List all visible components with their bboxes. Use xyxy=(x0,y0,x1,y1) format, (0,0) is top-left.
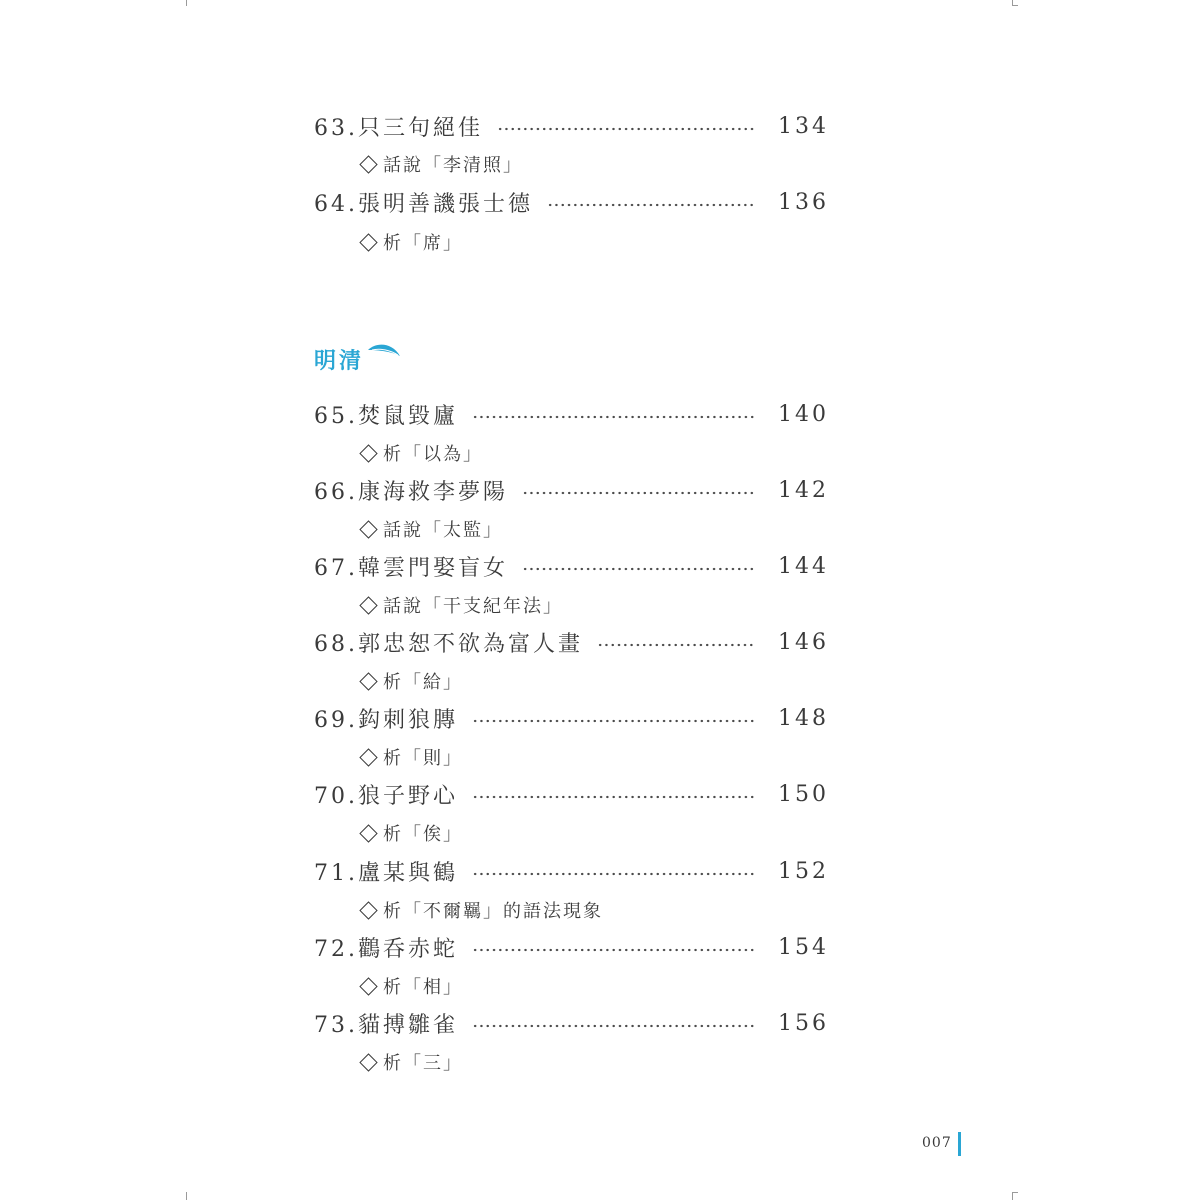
toc-subentry-text: 話說「李清照」 xyxy=(383,155,523,176)
toc-entry[interactable] xyxy=(314,929,829,965)
toc-entry[interactable] xyxy=(314,472,829,508)
dot-leader xyxy=(472,872,756,876)
toc-entry-page: 156 xyxy=(778,1010,829,1036)
dot-leader xyxy=(597,643,756,647)
toc-entry-title: 63.只三句絕佳 xyxy=(314,115,483,141)
diamond-icon xyxy=(359,977,377,995)
toc-subentry xyxy=(360,667,463,695)
page-number: 007 xyxy=(922,1135,952,1151)
toc-entry[interactable] xyxy=(314,548,829,584)
dot-leader xyxy=(472,948,756,952)
toc-subentry-text: 析「俟」 xyxy=(383,824,463,845)
toc-subentry xyxy=(360,896,603,924)
toc-entry-title: 67.韓雲門娶盲女 xyxy=(314,555,508,581)
diamond-icon xyxy=(359,748,377,766)
toc-entry-title: 66.康海救李夢陽 xyxy=(314,479,508,505)
toc-entry[interactable] xyxy=(314,1005,829,1041)
crop-mark-bottom-right xyxy=(1012,1192,1013,1200)
toc-entry-page: 144 xyxy=(778,553,829,579)
toc-subentry-text: 析「相」 xyxy=(383,977,463,998)
toc-entry-page: 140 xyxy=(778,401,829,427)
toc-subentry xyxy=(360,150,523,178)
toc-entry-page: 154 xyxy=(778,934,829,960)
dot-leader xyxy=(547,203,756,207)
toc-entry-page: 146 xyxy=(778,629,829,655)
toc-subentry-text: 析「席」 xyxy=(383,233,463,254)
toc-entry[interactable] xyxy=(314,776,829,812)
diamond-icon xyxy=(359,444,377,462)
toc-entry-title: 64.張明善譏張士德 xyxy=(314,191,533,217)
page-number-bar xyxy=(958,1132,961,1156)
toc-entry[interactable] xyxy=(314,396,829,432)
toc-subentry xyxy=(360,743,463,771)
diamond-icon xyxy=(359,155,377,173)
toc-entry-page: 148 xyxy=(778,705,829,731)
toc-entry-title: 65.焚鼠毀廬 xyxy=(314,403,458,429)
crop-mark-top-left xyxy=(186,0,187,6)
toc-subentry-text: 析「三」 xyxy=(383,1053,463,1074)
toc-entry[interactable] xyxy=(314,624,829,660)
crop-mark-bottom-left xyxy=(186,1192,187,1200)
toc-subentry xyxy=(360,228,463,256)
toc-entry-title: 71.盧某與鶴 xyxy=(314,860,458,886)
diamond-icon xyxy=(359,596,377,614)
toc-entry-page: 152 xyxy=(778,858,829,884)
toc-subentry-text: 析「不爾羈」的語法現象 xyxy=(383,901,603,922)
toc-subentry-text: 析「以為」 xyxy=(383,444,483,465)
toc-entry-title: 70.狼子野心 xyxy=(314,783,458,809)
diamond-icon xyxy=(359,233,377,251)
dot-leader xyxy=(522,567,756,571)
toc-subentry xyxy=(360,972,463,1000)
dot-leader xyxy=(497,127,756,131)
section-title: 明清 xyxy=(314,347,365,374)
diamond-icon xyxy=(359,824,377,842)
toc-subentry-text: 析「則」 xyxy=(383,748,463,769)
toc-entry-title: 69.鈎刺狼膞 xyxy=(314,707,458,733)
dot-leader xyxy=(522,491,756,495)
toc-subentry-text: 析「給」 xyxy=(383,672,463,693)
diamond-icon xyxy=(359,1053,377,1071)
toc-entry-title: 73.貓搏雛雀 xyxy=(314,1012,458,1038)
leaf-icon xyxy=(366,342,402,366)
toc-entry-title: 72.鸛呑赤蛇 xyxy=(314,936,458,962)
toc-entry[interactable] xyxy=(314,184,829,220)
toc-entry[interactable] xyxy=(314,853,829,889)
toc-subentry xyxy=(360,819,463,847)
dot-leader xyxy=(472,415,756,419)
toc-entry-title: 68.郭忠恕不欲為富人畫 xyxy=(314,631,583,657)
diamond-icon xyxy=(359,672,377,690)
toc-entry[interactable] xyxy=(314,700,829,736)
toc-subentry-text: 話說「太監」 xyxy=(383,520,503,541)
toc-entry-page: 142 xyxy=(778,477,829,503)
toc-subentry xyxy=(360,1048,463,1076)
dot-leader xyxy=(472,1024,756,1028)
toc-entry-page: 136 xyxy=(778,189,829,215)
toc-subentry xyxy=(360,591,563,619)
toc-entry-page: 150 xyxy=(778,781,829,807)
toc-subentry-text: 話說「干支紀年法」 xyxy=(383,596,563,617)
toc-subentry xyxy=(360,515,503,543)
dot-leader xyxy=(472,719,756,723)
toc-entry-page: 134 xyxy=(778,113,829,139)
toc-subentry xyxy=(360,439,483,467)
section-heading xyxy=(314,340,402,378)
diamond-icon xyxy=(359,520,377,538)
crop-mark-top-right-h xyxy=(1012,5,1018,6)
crop-mark-bottom-right-h xyxy=(1012,1192,1018,1193)
diamond-icon xyxy=(359,901,377,919)
toc-entry[interactable] xyxy=(314,108,829,144)
dot-leader xyxy=(472,795,756,799)
